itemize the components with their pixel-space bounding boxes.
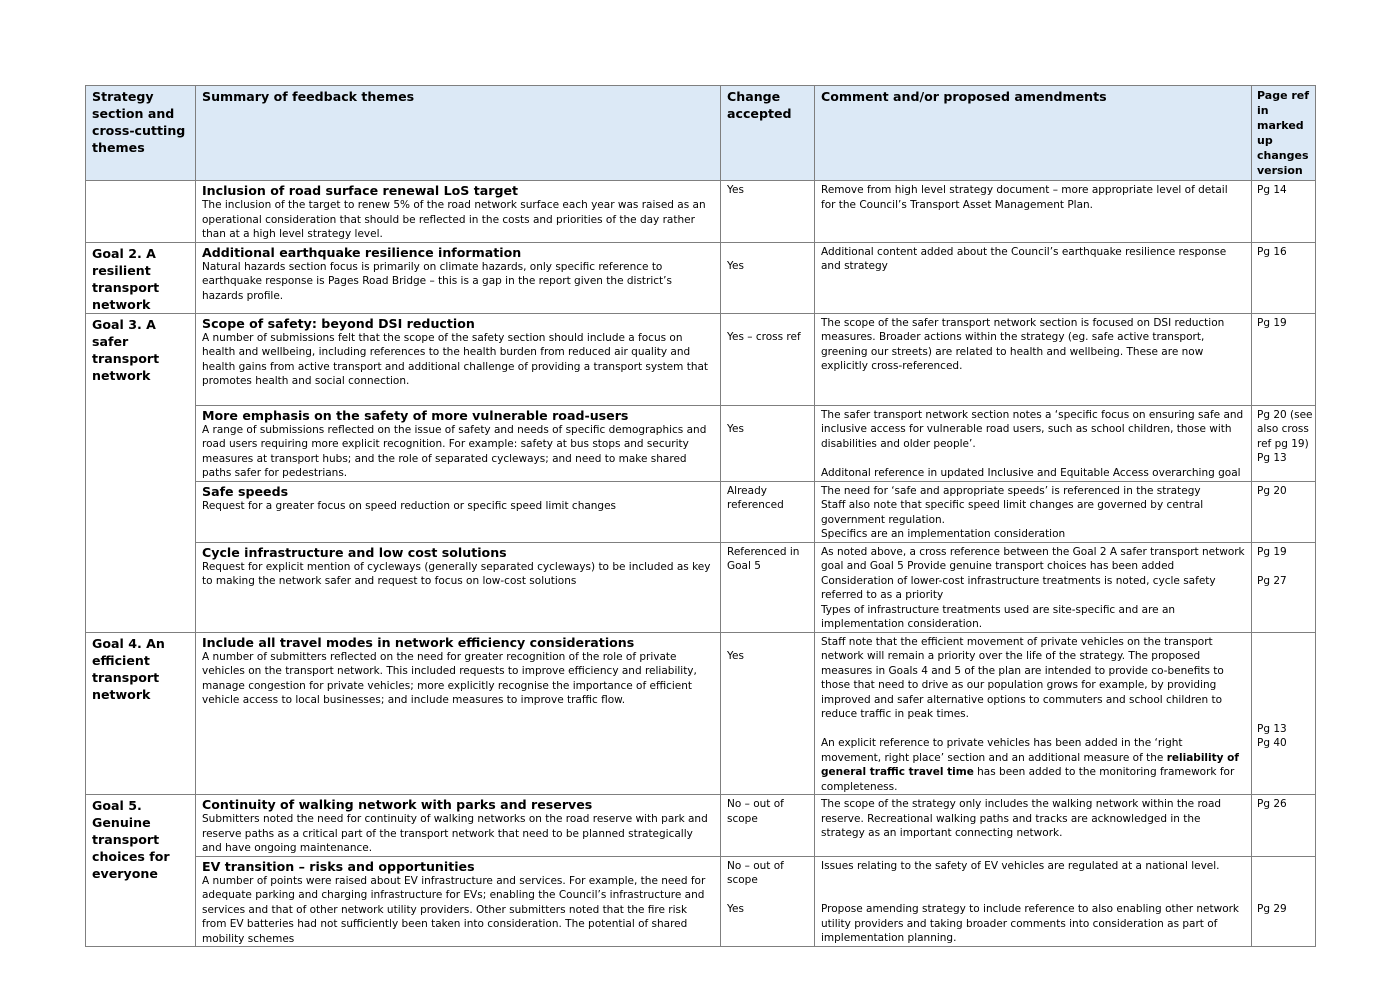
summary-cell — [196, 632, 721, 795]
change-value: Yes — [727, 903, 744, 915]
comment-paragraph: The need for ‘safe and appropriate speeds’ is referenced in the strategy — [821, 484, 1201, 497]
comment-text: An explicit reference to private vehicles has been added in the ‘right movement, right place’ section and an additional measure of the — [821, 737, 1183, 764]
comment-cell — [815, 542, 1252, 632]
page-ref-value: Pg 13 — [1257, 722, 1287, 735]
change-cell — [721, 405, 815, 481]
theme-title: Inclusion of road surface renewal LoS target — [202, 183, 519, 198]
theme-text: Request for explicit mention of cycleways (generally separated cycleways) to be included as key to making the network safer and request to focus on low-cost solutions — [202, 560, 711, 587]
comment-cell: Additional content added about the Council’s earthquake resilience response and strategy — [815, 242, 1252, 313]
header-comment: Comment and/or proposed amendments — [815, 86, 1252, 181]
table-row — [86, 181, 1316, 243]
comment-cell — [815, 632, 1252, 795]
summary-cell — [196, 181, 721, 243]
change-value: Yes – cross ref — [727, 331, 801, 343]
table-row — [86, 242, 1316, 313]
comment-paragraph: As noted above, a cross reference between the Goal 2 A safer transport network goal and Goal 5 Provide genuine transport choices has been added — [821, 545, 1245, 572]
summary-cell — [196, 313, 721, 405]
comment-paragraph: Issues relating to the safety of EV vehicles are regulated at a national level. — [821, 859, 1220, 872]
comment-paragraph: The safer transport network section notes a ‘specific focus on ensuring safe and inclusive access for vulnerable road users, such as school children, those with disabilities and older people’. — [821, 408, 1244, 450]
comment-cell — [815, 405, 1252, 481]
feedback-table — [85, 85, 1316, 947]
comment-text: has been added to the monitoring framework for completeness. — [821, 766, 1235, 793]
section-cell: Goal 2. A resilient transport network — [86, 242, 196, 313]
change-cell — [721, 856, 815, 947]
comment-paragraph: Additonal reference in updated Inclusive and Equitable Access overarching goal — [821, 466, 1241, 479]
table-row — [86, 856, 1316, 947]
change-value: Yes — [727, 650, 744, 662]
theme-title: EV transition – risks and opportunities — [202, 858, 475, 874]
comment-cell: The scope of the safer transport network section is focused on DSI reduction measures. Broader actions within the strategy (eg. safe active transport, greening our streets) are related to health and wellbeing. These are now explicitly cross-referenced. — [815, 313, 1252, 405]
theme-text: A range of submissions reflected on the issue of safety and needs of specific demographics and road users requiring more explicit recognition. For example: safety at bus stops and security measures at transport hubs; and the role of separated cycleways; and need to make shared paths safer for pedestrians. — [202, 423, 707, 479]
theme-text: A number of submitters reflected on the need for greater recognition of the role of private vehicles on the transport network. This included requests to improve efficiency and reliability, manage congestion for private vehicles; more explicitly recognise the importance of efficient vehicle access to local businesses; and include measures to improve traffic flow. — [202, 650, 697, 706]
page-ref-value: Pg 27 — [1257, 574, 1287, 587]
change-value: No – out of scope — [727, 859, 784, 886]
summary-cell — [196, 242, 721, 313]
page-ref-value: Pg 29 — [1257, 903, 1287, 915]
header-row — [86, 86, 1316, 181]
page-ref-cell — [1252, 405, 1316, 481]
comment-paragraph: Staff note that the efficient movement of private vehicles on the transport network will remain a priority over the life of the strategy. The proposed measures in Goals 4 and 5 of the plan are intended to provide co-benefits to those that need to drive as our population grows for example, by providing improved and safer alternative options to commuters and school children to reduce traffic in peak times. — [821, 635, 1224, 720]
page-ref-value: Pg 19 — [1257, 545, 1287, 558]
comment-cell — [815, 481, 1252, 542]
header-page-ref: Page ref in marked up changes version — [1252, 86, 1316, 181]
table-row — [86, 405, 1316, 481]
summary-cell — [196, 481, 721, 542]
table-row — [86, 632, 1316, 795]
section-cell: Goal 3. A safer transport network — [86, 313, 196, 632]
comment-paragraph — [821, 736, 1245, 794]
change-cell: No – out of scope — [721, 795, 815, 857]
page-ref-cell — [1252, 632, 1316, 795]
summary-cell — [196, 542, 721, 632]
page-ref-value: Pg 13 — [1257, 452, 1287, 464]
comment-cell — [815, 856, 1252, 947]
theme-text: Natural hazards section focus is primarily on climate hazards, only specific reference to earthquake response is Pages Road Bridge – this is a gap in the report given the district’s hazards profile. — [202, 260, 672, 302]
change-cell: Yes — [721, 181, 815, 243]
theme-title: Cycle infrastructure and low cost solutions — [202, 544, 507, 560]
table-row — [86, 481, 1316, 542]
theme-title: Safe speeds — [202, 483, 289, 499]
comment-cell: Remove from high level strategy document – more appropriate level of detail for the Council’s Transport Asset Management Plan. — [815, 181, 1252, 243]
theme-text: Submitters noted the need for continuity of walking networks on the road reserve with park and reserve paths as a critical part of the transport network that need to be planned strategically and have ongoing maintenance. — [202, 813, 708, 854]
page-ref-cell: Pg 19 — [1252, 313, 1316, 405]
theme-text: A number of points were raised about EV infrastructure and services. For example, the need for adequate parking and charging infrastructure for EVs; enabling the Council’s infrastructure and services and that of other network utility providers. Other submitters noted that the fire risk from EV batteries had not sufficiently been taken into consideration. The potential of shared mobility schemes — [202, 874, 706, 945]
theme-text: Request for a greater focus on speed reduction or specific speed limit changes — [202, 499, 617, 512]
comment-cell: The scope of the strategy only includes the walking network within the road reserve. Recreational walking paths and tracks are acknowledged in the strategy as an important connecting network. — [815, 795, 1252, 857]
section-cell — [86, 181, 196, 243]
theme-title: Scope of safety: beyond DSI reduction — [202, 315, 475, 331]
page-ref-cell — [1252, 542, 1316, 632]
section-cell: Goal 5. Genuine transport choices for everyone — [86, 795, 196, 947]
theme-title: Additional earthquake resilience information — [202, 244, 522, 260]
page-ref-cell: Pg 14 — [1252, 181, 1316, 243]
page-ref-value: Pg 40 — [1257, 737, 1287, 749]
theme-text: A number of submissions felt that the scope of the safety section should include a focus on health and wellbeing, including references to the health burden from reduced air quality and health gains from active transport and additional challenge of providing a transport system that promotes health and social connection. — [202, 331, 709, 387]
table-row — [86, 313, 1316, 405]
page-ref-cell: Pg 16 — [1252, 242, 1316, 313]
section-cell: Goal 4. An efficient transport network — [86, 632, 196, 795]
change-value: Yes — [727, 260, 744, 272]
page-ref-value: Pg 20 (see also cross ref pg 19) — [1257, 408, 1313, 450]
table-row — [86, 542, 1316, 632]
theme-text: The inclusion of the target to renew 5% of the road network surface each year was raised as an operational consideration that should be reflected in the costs and priorities of the day rather than at a high level strategy level. — [202, 199, 706, 240]
theme-title: More emphasis on the safety of more vulnerable road-users — [202, 407, 629, 423]
header-summary: Summary of feedback themes — [196, 86, 721, 181]
change-cell — [721, 632, 815, 795]
comment-paragraph: Specifics are an implementation consideration — [821, 528, 1066, 540]
page-ref-cell — [1252, 856, 1316, 947]
header-change: Change accepted — [721, 86, 815, 181]
theme-title: Include all travel modes in network efficiency considerations — [202, 634, 635, 650]
comment-paragraph: Staff also note that specific speed limit changes are governed by central government regulation. — [821, 499, 1204, 526]
change-cell: Already referenced — [721, 481, 815, 542]
page-ref-cell: Pg 20 — [1252, 481, 1316, 542]
change-cell — [721, 313, 815, 405]
change-cell: Referenced in Goal 5 — [721, 542, 815, 632]
change-cell — [721, 242, 815, 313]
summary-cell — [196, 405, 721, 481]
header-section: Strategy section and cross-cutting themes — [86, 86, 196, 181]
comment-paragraph: Propose amending strategy to include reference to also enabling other network utility providers and taking broader comments into consideration as part of implementation planning. — [821, 903, 1240, 944]
page-ref-cell: Pg 26 — [1252, 795, 1316, 857]
theme-title: Continuity of walking network with parks and reserves — [202, 797, 593, 812]
change-value: Yes — [727, 423, 744, 435]
summary-cell — [196, 795, 721, 857]
comment-emphasis: reliability of general traffic travel time — [821, 751, 1239, 778]
comment-paragraph: Consideration of lower-cost infrastructure treatments is noted, cycle safety referred to as a priority — [821, 574, 1216, 601]
summary-cell — [196, 856, 721, 947]
table-row — [86, 795, 1316, 857]
comment-paragraph: Types of infrastructure treatments used are site-specific and are an implementation consideration. — [821, 603, 1176, 630]
